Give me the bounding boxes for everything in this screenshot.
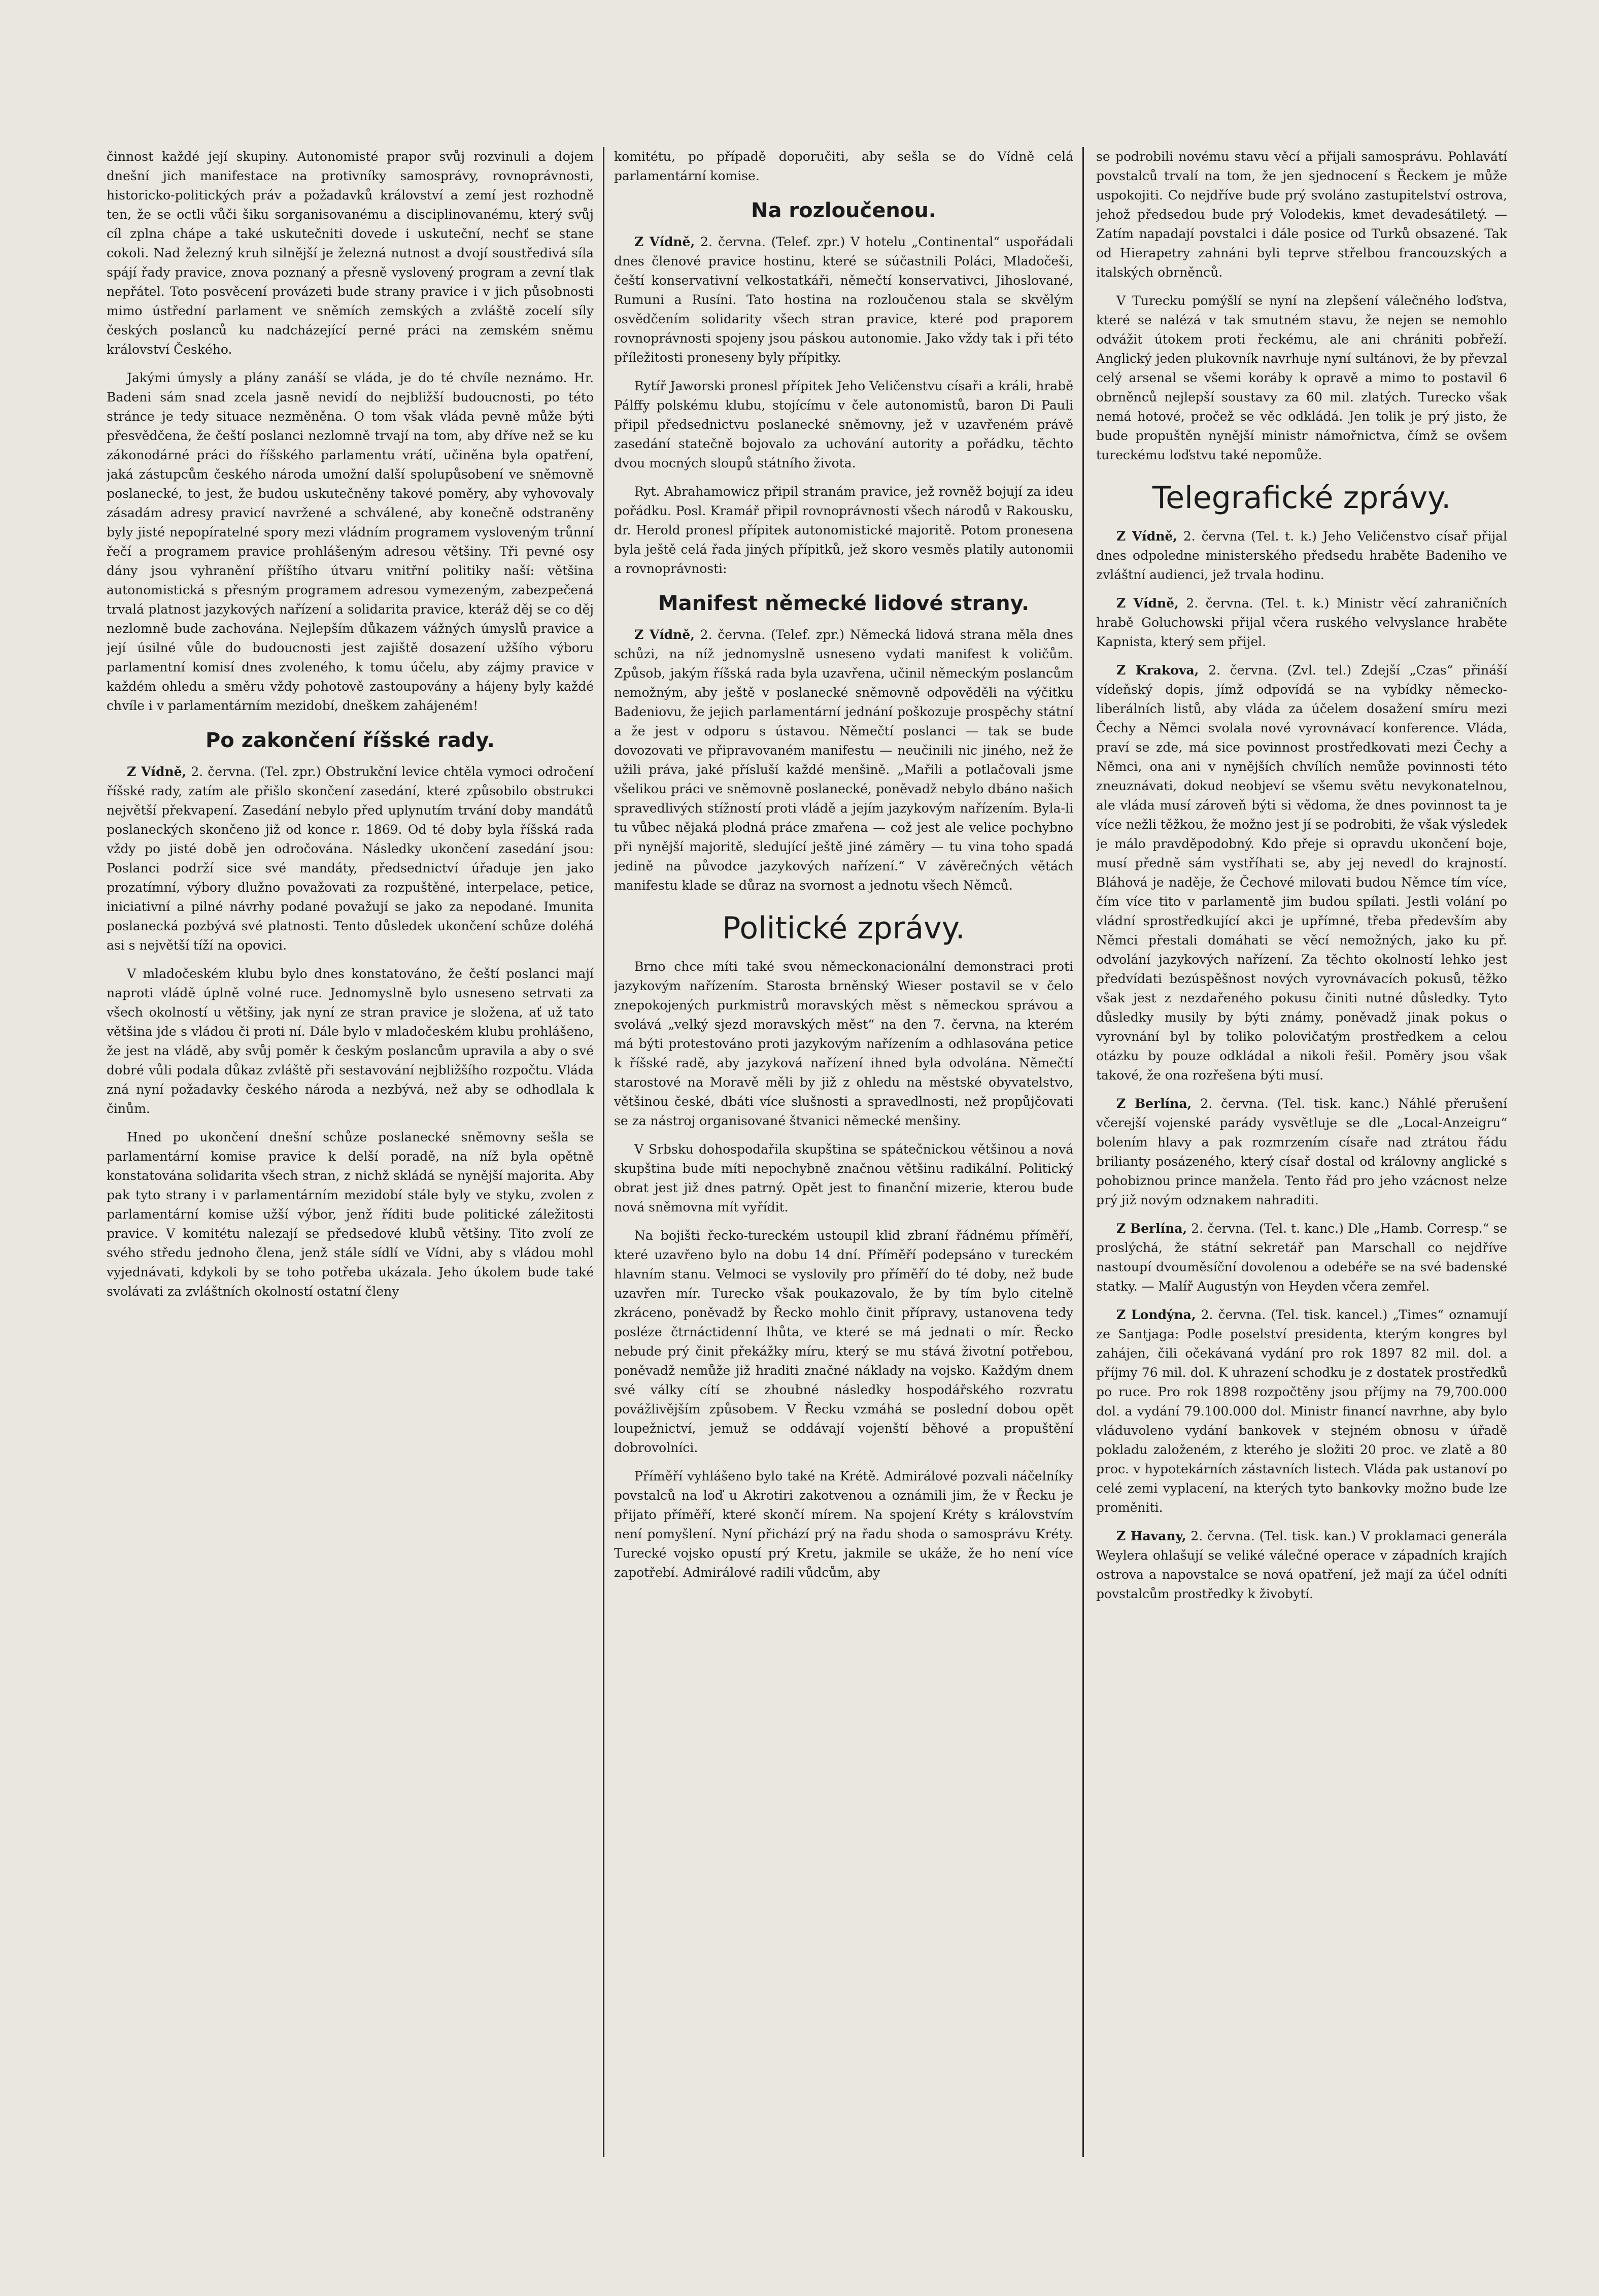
news-item [1096, 1219, 1507, 1296]
news-item [1096, 1527, 1507, 1604]
news-text: 2. června. (Telef. zpr.) Německá lidová strana měla dnes schůzi, na níž jednomyslně usneseno vydati manifest k voličům. Způsob, jakým říšská rada byla uzavřena, učinil německým poslancům nemožným, aby ještě v poslanecké sněmovně odpověděli na výčitku Badeniovu, že jejich parlamentární jednání poškozuje prospěchy státní a že jest v odporu s ústavou. Němečtí poslanci — tak se bude dovozovati ve připravovaném manifestu — neučinili nic jiného, než že užili práva, jaké přísluší každé menšině. „Mařili a potlačovali jsme všelikou práci ve sněmovně poslanecké, poněvadž nebylo dbáno našich spravedlivých stížností proti vládě a jejím jazykovým nařízením. Byla-li tu vůbec nějaká plodná práce zmařena — což jest ale velice pochybno při nynější majoritě, sledující ještě jiné zámĕry — tu vina toho spadá jedině na původce jazykových nařízení.“ V závěrečných větách manifestu klade se důraz na svornost a jednotu všech Němců. [614, 627, 1073, 893]
dateline: Z Vídně, [634, 234, 695, 249]
section-heading: Politické zprávy. [722, 910, 965, 946]
column-2 [614, 147, 1073, 2157]
news-text: 2. června. (Tel. tisk. kan.) V proklamaci generála Weylera ohlašují se veliké válečné operace v západních krajích ostrova a napovstalce se nová opatření, jež mají za účel odníti povstalcům prostředky k živobytí. [1096, 1529, 1507, 1601]
section-heading: Telegrafické zprávy. [1152, 480, 1451, 516]
section-heading: Na rozloučenou. [751, 199, 937, 222]
section-heading: Manifest německé lidové strany. [658, 592, 1030, 615]
article-text: Příměří vyhlášeno bylo také na Krétě. Admirálové pozvali náčelníky povstalců na loď u Akrotiri zakotvenou a oznámili jim, že v Řecku je přijato příměří, které skončí mírem. Na spojení Kréty s královstvím není pomyšlení. Nyní přichází prý na řadu shoda o samosprávu Kréty. Turecké vojsko opustí prý Kretu, jakmile se ukáže, že ho není více zapotřebí. Admirálové radili vůdcům, aby [614, 1469, 1073, 1580]
news-text: 2. června (Tel. t. k.) Jeho Veličenstvo císař přijal dnes odpoledne ministerského předsedu hraběte Badeniho ve zvláštní audienci, jež trvala hodinu. [1096, 529, 1507, 582]
news-item [1096, 1305, 1507, 1517]
column-divider [603, 147, 604, 2157]
article-text: Rytíř Jaworski pronesl přípitek Jeho Veličenstvu císaři a králi, hrabě Pálffy polskému klubu, stojícímu v čele autonomistů, baron Di Pauli připil předsednictvu poslanecké sněmovny, jež v uzavřeném právě zasedání statečně bojovalo za uchování autority a pořádku, těchto dvou mocných sloupů státního života. [614, 379, 1073, 470]
article-text: Jakými úmysly a plány zanáší se vláda, je do té chvíle neznámo. Hr. Badeni sám snad zcela jasně nevidí do nejbližší budoucnosti, po této stránce je tedy situace nezměněna. O tom však vláda pevně může býti přesvědčena, že čeští poslanci nezlomně trvají na tom, aby dříve než se ku zákonodárné práci do říšského parlamentu vrátí, učiněna byla opatření, jaká zástupcům českého národa umožní další spolupůsobení ve sněmovně poslanecké, to jest, že budou uskutečněny takové poměry, aby vyhovovaly zásadám adresy pravicí navržené a schválené, aby konečně odstraněny byly jisté nepopíratelné spory mezi vládním programem vysloveným trůnní řečí a programem pravice prohlášeným adresou většiny. Tři pevné osy dány jsou vyhranění příštího útvaru vnitřní politiky naší: většina autonomistická s přesným programem adresou vymezeným, zabezpečená trvalá platnost jazykových nařízení a solidarita pravice, kteráž děj se co děj nezlomně bude zachována. Nejlepším důkazem vážných úmyslů pravice a její úsilné vůle do budoucnosti jest zajiště dosazení užšího výboru parlamentní komisí dnes zvoleného, k tomu účelu, aby zájmy pravice v každém ohledu a směru vždy pohotově zastoupovány a hájeny byly každé chvíle i v parlamentárním mezidobí, dneškem zahájeném! [107, 370, 594, 713]
column-3 [1096, 147, 1507, 2157]
dateline: Z Vídně, [634, 627, 695, 642]
news-item [614, 625, 1073, 895]
article-text: Ryt. Abrahamowicz připil stranám pravice, jež rovněž bojují za ideu pořádku. Posl. Kramář připil rovnoprávnosti všech národů v Rakousku, dr. Herold pronesl přípitek autonomistické majoritě. Potom pronesena byla ještě celá řada jiných přípitků, jež skoro vesměs platily autonomii a rovnoprávnosti: [614, 484, 1073, 576]
newspaper-page [107, 117, 1507, 2167]
dateline: Z Vídně, [1116, 529, 1177, 544]
news-item [1096, 527, 1507, 585]
article-text: Brno chce míti také svou německonacionální demonstraci proti jazykovým nařízením. Starosta brněnský Wieser postavil se v čelo znepokojených purkmistrů moravských měst s německou správou a svolává „velký sjezd moravských měst“ na den 7. června, na kterém má býti protestováno proti jazykovým nařízením a odhlasována petice k říšské radě, aby jazyková nařízení ihned byla odvolána. Němečtí starostové na Moravě měli by již z ohledu na městské obyvatelstvo, většinou české, dbáti více slušnosti a spravedlnosti, než propůjčovati se za nástroj organisované štvanici německé menšiny. [614, 959, 1073, 1128]
dateline: Z Londýna, [1116, 1307, 1196, 1322]
dateline: Z Havany, [1116, 1529, 1186, 1543]
news-text: 2. června. (Zvl. tel.) Zdejší „Czas“ přináší vídeňský dopis, jímž odpovídá se na vybídky německo-liberálních listů, aby vláda za účelem dosažení smíru mezi Čechy a Němci svolala nové vyrovnávací konference. Vláda, praví se zde, má sice povinnost prostředkovati mezi Čechy a Němci, ona ani v nynějších chvílích nemůže povinnosti této zneuznávati, dokud neobjeví se všemu světu nevykonatelnou, ale vláda musí zároveň býti si vědoma, že dnes povinnost ta je více nežli těžkou, že možno jest jí se podrobiti, že však výsledek je málo pravděpodobný. Kdo přeje si opravdu ukončení boje, musí předně sám vystříhati se, aby jej nevedl do krajností. Bláhová je naděje, že Čechové milovati budou Němce tím více, čím více tito v parlamentě jim budou spílati. Jestli volání po vládní sprostředkující akci je upřímné, třeba především aby Němci přestali domáhati se věcí nemožných, jako ku př. odvolání jazykových nařízení. Za těchto okolností lehko jest předvídati bezúspěšnost nových vyrovnávacích pokusů, těžko však jest z nezdařeného pokusu činiti nutné důsledky. Tyto důsledky musily by býti známy, poněvadž jinak pokus o vyrovnání byl by toliko polovičatým prostředkem a celou otázku by pouze odkládal a nikoli řešil. Poměry jsou však takové, že ona rozřešena býti musí. [1096, 663, 1507, 1083]
column-1 [107, 147, 594, 2157]
news-text: 2. června. (Tel. tisk. kanc.) Náhlé přerušení včerejší vojenské parády vysvětluje se dle „Local-Anzeigru“ bolením hlavy a pak rozmrzením císaře nad ztrátou řádu brilianty posázeného, který císař dostal od královny anglické s pohobiznou prince manžela. Tento řád pro jeho vzácnost nelze prý již novým odznakem nahraditi. [1096, 1096, 1507, 1207]
news-item [614, 232, 1073, 367]
news-text: 2. června. (Tel. tisk. kancel.) „Times“ oznamují ze Santjaga: Podle poselství presidenta, kterým kongres byl zahájen, čili očekávaná vydání pro rok 1897 82 mil. dol. a příjmy 76 mil. dol. K uhrazení schodku je z dostatek prostředků po ruce. Pro rok 1898 rozpočtěny jsou příjmy na 79,700.000 dol. a vydání 79.100.000 dol. Ministr financí navrhne, aby bylo vláduvoleno vydání bankovek v stejném obnosu v úřadě pokladu založeném, z kterého je složiti 20 proc. ve zlatě a 80 proc. v hypotekárních zástavních listech. Vláda pak ustanoví po celé zemi vyplacení, na kterých tyto bankovky možno bude lze proměniti. [1096, 1307, 1507, 1515]
dateline: Z Vídně, [127, 764, 187, 779]
news-item [107, 762, 594, 955]
article-text: V mladočeském klubu bylo dnes konstatováno, že čeští poslanci mají naproti vládě úplně volné ruce. Jednomyslně bylo usneseno setrvati za všech okolností u většiny, jak nyní ze stran pravice je složena, ať už tato většina jde s vládou či proti ní. Dále bylo v mladočeském klubu prohlášeno, že jest na vládě, aby svůj poměr k českým poslancům upravila a aby o své dobré vůli podala důkaz zvláště při sestavování nejbližšího rozpočtu. Vláda zná nyní požadavky českého národa a nezbývá, než aby se odhodlala k činům. [107, 966, 594, 1116]
news-text: 2. června. (Tel. zpr.) Obstrukční levice chtěla vymoci odročení říšské rady, zatím ale přišlo skončení zasedání, které způsobilo obstrukci největší překvapení. Zasedání nebylo před uplynutím trvání doby mandátů poslaneckých skončeno již od konce r. 1869. Od té doby byla říšská rada vždy po jisté době jen odročována. Následky ukončení zasedání jsou: Poslanci podrží sice své mandáty, předsednictví úřaduje jen jako prozatímní, výbory dlužno považovati za rozpuštěné, interpelace, petice, iniciativní a pilné návrhy podané považují se jako za nepodané. Imunita poslanecká pozbývá své platnosti. Tento důsledek ukončení schůze doléhá asi s největší tíží na opovici. [107, 764, 594, 953]
article-text: V Turecku pomýšlí se nyní na zlepšení válečného loďstva, které se nalézá v tak smutném stavu, že nejen se nemohlo odvážit útokem proti řeckému, ale ani chrániti pobřeží. Anglický jeden plukovník navrhuje nyní sultánovi, že by převzal celý arsenal se všemi koráby k opravě a mimo to postavil 6 obrněnců nejlepší soustavy za 60 mil. zlatých. Turecko však nemá hotové, pročež se věc odkládá. Jen tolik je prý jisto, že bude propuštěn nynější ministr námořnictva, čímž se ovšem tureckému loďstvu také nepomůže. [1096, 293, 1507, 462]
news-text: 2. června. (Tel. t. k.) Ministr věcí zahraničních hrabě Goluchowski přijal včera ruského velvyslance hraběte Kapnista, který sem přijel. [1096, 596, 1507, 649]
news-text: 2. června. (Tel. t. kanc.) Dle „Hamb. Corresp.“ se proslýchá, že státní sekretář pan Marschall co nejdříve nastoupí dvouměsíční dovolenou a odebéře se na své badenské statky. — Malíř Augustýn von Heyden včera zemřel. [1096, 1221, 1507, 1294]
article-text: komitétu, po případě doporučiti, aby sešla se do Vídně celá parlamentární komise. [614, 149, 1073, 183]
article-text: Na bojišti řecko-tureckém ustoupil klid zbraní řádnému příměří, které uzavřeno bylo na dobu 14 dní. Příměří podepsáno v tureckém hlavním stanu. Velmoci se vyslovily pro příměří do té doby, než bude uzavřen mír. Turecko však poukazovalo, že by tím bylo citelně zkráceno, poněvadž by Řecko mohlo činit přípravy, ustanovena tedy posléze čtrnáctidenní lhůta, ve které se má jednati o mír. Řecko nebude prý činit překážky míru, který se mu stává životní potřebou, poněvadž nemůže již hraditi značné náklady na vojsko. Každým dnem své války cítí se zhoubné následky hospodářského rozvratu povážlivějším způsobem. V Řecku vzmáhá se poslední dobou opět loupežnictví, jemuž se oddávají vojenští běhové a propuštění dobrovolníci. [614, 1228, 1073, 1455]
section-heading: Po zakončení říšské rady. [205, 729, 495, 752]
dateline: Z Berlína, [1116, 1221, 1187, 1236]
news-item [1096, 594, 1507, 652]
dateline: Z Krakova, [1116, 663, 1199, 678]
news-text: 2. června. (Telef. zpr.) V hotelu „Continental“ uspořádali dnes členové pravice hostinu, které se súčastnili Poláci, Mladočeši, čeští konservativní velkostatkáři, němečtí konservativci, Jihoslované, Rumuni a Rusíni. Tato hostina na rozloučenou stala se skvělým osvědčením solidarity všech stran pravice, které pod praporem rovnoprávnosti spojeny jsou páskou autonomie. Jako vždy tak i při této příležitosti proneseny byly přípitky. [614, 234, 1073, 365]
column-divider [1082, 147, 1084, 2157]
dateline: Z Vídně, [1116, 596, 1179, 611]
article-text: Hned po ukončení dnešní schůze poslanecké sněmovny sešla se parlamentární komise pravice k delší poradě, na níž byla opětně konstatována solidarita všech stran, z nichž skládá se nynější majorita. Aby pak tyto strany i v parlamentárním mezidobí stále byly ve styku, zvolen z parlamentární komise užší výbor, jenž říditi bude politické záležitosti pravice. V komitétu nalezají se předsedové klubů většiny. Tito zvolí ze svého středu jednoho člena, jenž stále sídlí ve Vídni, aby s vládou mohl vyjednávati, kdykoli by se toho potřeba ukázala. Jeho úkolem bude také svolávati za zvláštních okolností ostatní členy [107, 1130, 594, 1299]
article-text: činnost každé její skupiny. Autonomisté prapor svůj rozvinuli a dojem dnešní jich manifestace na protivníky samosprávy, rovnoprávnosti, historicko-politických práv a požadavků království a zemí jest rozhodně ten, že se octli vůči šiku sorganisovanému a disciplinovanému, který svůj cíl zplna chápe a také uskutečniti dovede i uskuteční, nechť se stane cokoli. Nad železný kruh silnější je železná nutnost a dvojí soustředivá síla spájí řady pravice, znova poznaný a přesně vyslovený program a zevní tlak nepřátel. Toto posvěcení provázeti bude strany pravice i v jich působnosti mimo ústřední parlament ve sněmích zemských a zvláště zocelí síly českých poslanců ku nadcházející perné práci na zemském sněmu království Českého. [107, 149, 594, 357]
article-text: se podrobili novému stavu věcí a přijali samosprávu. Pohlavátí povstalců trvalí na tom, že jen sjednocení s Řeckem je může uspokojiti. Co nejdříve bude prý svoláno zastupitelství ostrova, jehož předsedou bude prý Volodekis, kmet devadesátiletý. — Zatím napadají povstalci i dále posice od Turků obsazené. Tak od Hierapetry zahnáni byli teprve střelbou francouzských a italských obrněnců. [1096, 149, 1507, 280]
news-item [1096, 661, 1507, 1085]
article-text: V Srbsku dohospodařila skupština se spátečnickou většinou a nová skupština bude míti nepochybně značnou většinu radikální. Politický obrat jest již dnes patrný. Opět jest to finanční mizerie, kterou bude nová sněmovna mít vyřídit. [614, 1142, 1073, 1214]
news-item [1096, 1094, 1507, 1210]
dateline: Z Berlína, [1116, 1096, 1192, 1111]
